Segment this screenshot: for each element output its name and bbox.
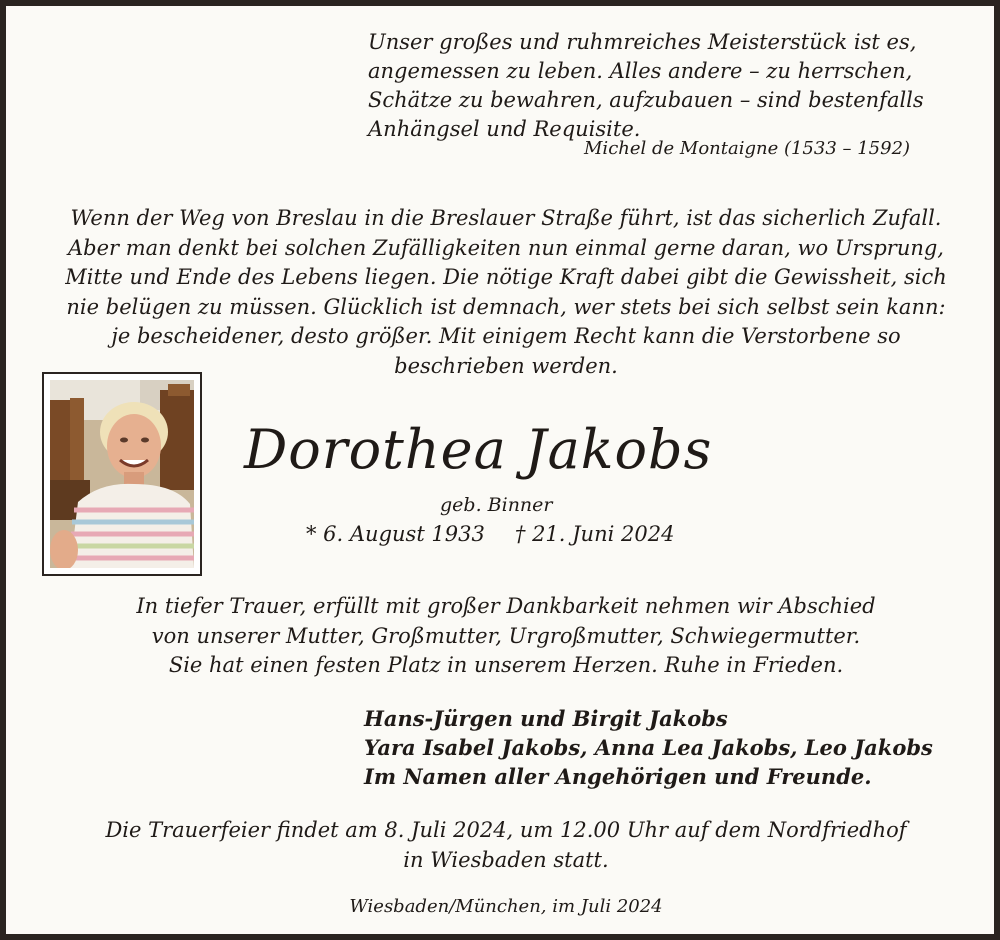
family-line: Yara Isabel Jakobs, Anna Lea Jakobs, Leo Jakobs xyxy=(364,735,933,760)
motto-author: Michel de Montaigne (1533 – 1592) xyxy=(584,138,911,159)
motto-quote xyxy=(368,28,968,144)
motto-line: Schätze zu bewahren, aufzubauen – sind bestenfalls xyxy=(368,88,924,112)
intro-line: Wenn der Weg von Breslau in die Breslauer Straße führt, ist das sicherlich Zufall. xyxy=(70,206,942,230)
mourning-text xyxy=(46,592,966,681)
mourning-line: von unserer Mutter, Großmutter, Urgroßmutter, Schwiegermutter. xyxy=(151,623,861,648)
motto-line: angemessen zu leben. Alles andere – zu herrschen, xyxy=(368,59,913,83)
deceased-name: Dorothea Jakobs xyxy=(244,418,713,481)
maiden-name: geb. Binner xyxy=(440,494,553,516)
intro-line: Mitte und Ende des Lebens liegen. Die nötige Kraft dabei gibt die Gewissheit, sich xyxy=(65,265,947,289)
ceremony-line: in Wiesbaden statt. xyxy=(403,847,609,872)
ceremony-info xyxy=(26,816,986,875)
family-signature xyxy=(364,704,933,791)
family-line: Im Namen aller Angehörigen und Freunde. xyxy=(364,764,872,789)
portrait-photo-icon xyxy=(50,380,194,568)
place-and-date: Wiesbaden/München, im Juli 2024 xyxy=(349,896,663,917)
intro-line: Aber man denkt bei solchen Zufälligkeiten nun einmal gerne daran, wo Ursprung, xyxy=(67,235,944,260)
birth-date: * 6. August 1933 xyxy=(306,522,485,546)
intro-line: beschrieben werden. xyxy=(394,353,618,378)
motto-line: Anhängsel und Requisite. xyxy=(368,117,641,141)
ceremony-line: Die Trauerfeier findet am 8. Juli 2024, um 12.00 Uhr auf dem Nordfriedhof xyxy=(105,818,907,842)
intro-text xyxy=(36,204,976,381)
mourning-line: In tiefer Trauer, erfüllt mit großer Dankbarkeit nehmen wir Abschied xyxy=(136,594,876,618)
mourning-line: Sie hat einen festen Platz in unserem Herzen. Ruhe in Frieden. xyxy=(168,653,844,677)
intro-line: nie belügen zu müssen. Glücklich ist demnach, wer stets bei sich selbst sein kann: xyxy=(66,294,946,319)
intro-line: je bescheidener, desto größer. Mit einigem Recht kann die Verstorbene so xyxy=(111,324,901,348)
family-line: Hans-Jürgen und Birgit Jakobs xyxy=(364,706,728,731)
motto-line: Unser großes und ruhmreiches Meisterstück ist es, xyxy=(368,30,917,54)
portrait-photo xyxy=(42,372,202,576)
death-date: † 21. Juni 2024 xyxy=(514,522,675,546)
life-dates xyxy=(306,522,674,546)
